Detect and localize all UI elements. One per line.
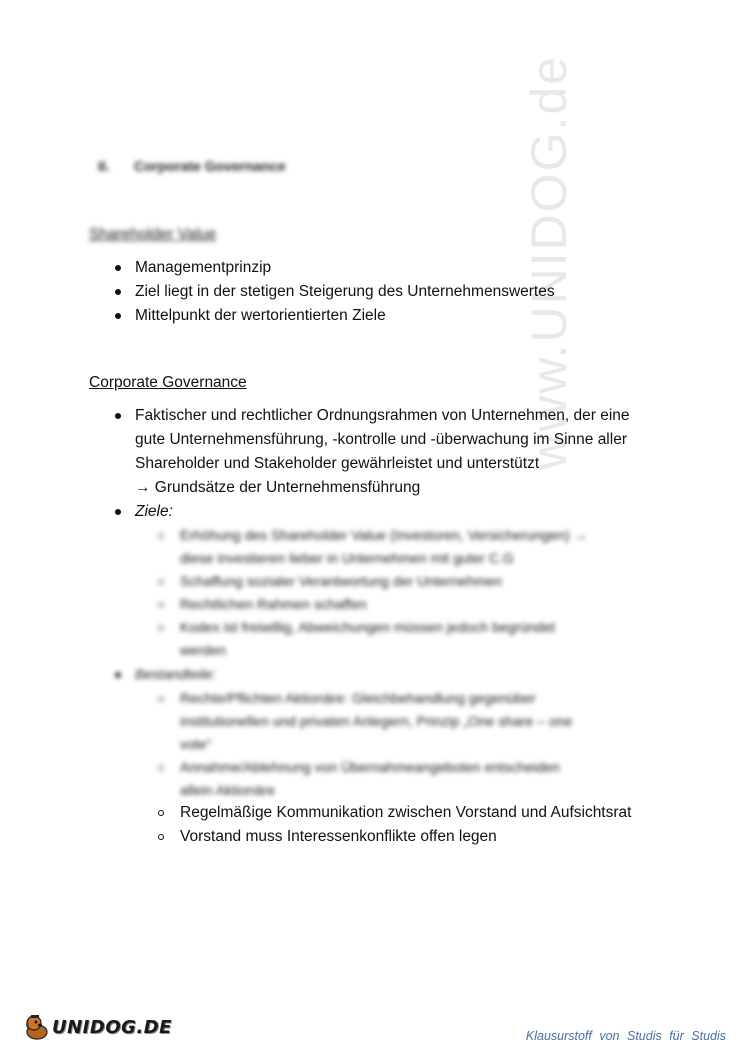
list-item: Annahme/Ablehnung von Übernahmeangeboten entscheiden bbox=[180, 759, 560, 775]
circle-bullet-icon bbox=[158, 602, 164, 608]
dog-mascot-icon bbox=[22, 1012, 52, 1042]
list-item: Kodex ist freiwillig, Abweichungen müssen jedoch begründet bbox=[180, 619, 556, 635]
ziele-label: Ziele: bbox=[135, 503, 173, 520]
circle-bullet-icon bbox=[158, 810, 164, 816]
circle-bullet-icon bbox=[158, 533, 164, 539]
section-number: II. bbox=[98, 158, 110, 174]
list-item: Erhöhung des Shareholder Value (Investoren, Versicherungen) → bbox=[180, 527, 588, 543]
list-item: Regelmäßige Kommunikation zwischen Vorstand und Aufsichtsrat bbox=[180, 804, 632, 821]
footer-slogan: Klausurstoff von Studis für Studis bbox=[525, 1029, 726, 1043]
list-item: diese investieren lieber in Unternehmen mit guter C.G bbox=[180, 550, 514, 566]
circle-bullet-icon bbox=[158, 765, 164, 771]
circle-bullet-icon bbox=[158, 696, 164, 702]
circle-bullet-icon bbox=[158, 579, 164, 585]
bullet-icon bbox=[115, 413, 121, 419]
section-title: Corporate Governance bbox=[134, 158, 286, 174]
bestandteile-label: Bestandteile: bbox=[135, 666, 216, 682]
bullet-icon bbox=[115, 289, 121, 295]
list-item: Rechte/Pflichten Aktionäre: Gleichbehandlung gegenüber bbox=[180, 690, 536, 706]
watermark: www.UNIDOG.de bbox=[521, 55, 577, 470]
definition-line: → Grundsätze der Unternehmensführung bbox=[135, 479, 421, 496]
bullet-icon bbox=[115, 265, 121, 271]
list-item: Schaffung sozialer Verantwortung der Unternehmen bbox=[180, 573, 502, 589]
bullet-icon bbox=[115, 509, 121, 515]
unidog-logo bbox=[22, 1012, 172, 1042]
shareholder-value-heading: Shareholder Value bbox=[89, 226, 217, 243]
list-item: allein Aktionäre bbox=[180, 782, 275, 798]
list-item: Vorstand muss Interessenkonflikte offen legen bbox=[180, 828, 497, 845]
circle-bullet-icon bbox=[158, 834, 164, 840]
corporate-governance-heading: Corporate Governance bbox=[89, 374, 247, 391]
list-item: werden bbox=[180, 642, 226, 658]
bullet-icon bbox=[115, 313, 121, 319]
definition-line: Faktischer und rechtlicher Ordnungsrahmen von Unternehmen, der eine bbox=[135, 407, 630, 424]
list-item: institutionellen und privaten Anlegern, Prinzip „One share – one bbox=[180, 713, 573, 729]
list-item: vote“ bbox=[180, 736, 212, 752]
circle-bullet-icon bbox=[158, 625, 164, 631]
list-item: Managementprinzip bbox=[135, 259, 272, 276]
definition-line: Shareholder und Stakeholder gewährleistet und unterstützt bbox=[135, 455, 540, 472]
list-item: Ziel liegt in der stetigen Steigerung des Unternehmenswertes bbox=[135, 283, 555, 300]
list-item: Rechtlichen Rahmen schaffen bbox=[180, 596, 367, 612]
definition-line: gute Unternehmensführung, -kontrolle und -überwachung im Sinne aller bbox=[135, 431, 627, 448]
bullet-icon bbox=[115, 672, 121, 678]
logo-text: UNIDOG.DE bbox=[52, 1016, 172, 1038]
list-item: Mittelpunkt der wertorientierten Ziele bbox=[135, 307, 386, 324]
